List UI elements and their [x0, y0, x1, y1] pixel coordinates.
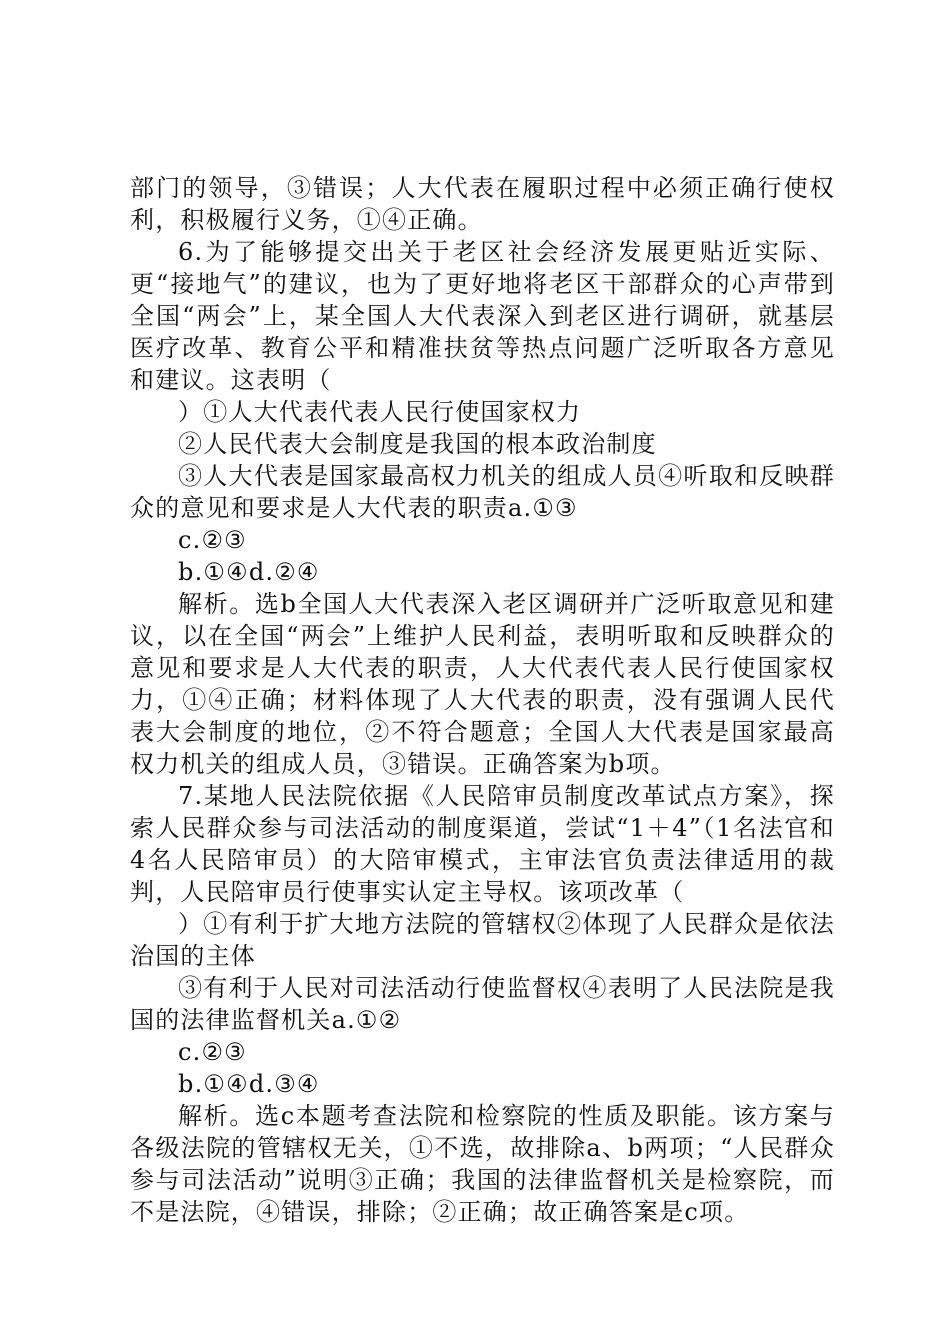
question-6-option-1: ）①人大代表代表人民行使国家权力	[178, 398, 582, 426]
document-body	[130, 172, 835, 1228]
question-7-option-1-2: ）①有利于扩大地方法院的管辖权②体现了人民群众是依法治国的主体	[130, 910, 835, 970]
question-7-choice-b-d: b.①④d.③④	[178, 1070, 320, 1098]
question-7-analysis: 解析。选c本题考查法院和检察院的性质及职能。该方案与各级法院的管辖权无关，①不选，故排除a、b两项；“人民群众参与司法活动”说明③正确；我国的法律监督机关是检察院，而不是法院，④错误，排除；②正确；故正确答案是c项。	[130, 1102, 835, 1226]
question-7-choice-c: c.②③	[178, 1038, 247, 1066]
question-7-stem: 7.某地人民法院依据《人民陪审员制度改革试点方案》，探索人民群众参与司法活动的制度渠道，尝试“1＋4”（1名法官和4名人民陪审员）的大陪审模式，主审法官负责法律适用的裁判，人民陪审员行使事实认定主导权。该项改革（	[130, 782, 835, 906]
question-6-stem: 6.为了能够提交出关于老区社会经济发展更贴近实际、更“接地气”的建议，也为了更好地将老区干部群众的心声带到全国“两会”上，某全国人大代表深入到老区进行调研，就基层医疗改革、教育公平和精准扶贫等热点问题广泛听取各方意见和建议。这表明（	[130, 238, 835, 394]
paragraph-answer-continuation: 部门的领导，③错误；人大代表在履职过程中必须正确行使权利，积极履行义务，①④正确。	[130, 174, 835, 234]
question-6-analysis: 解析。选b全国人大代表深入老区调研并广泛听取意见和建议，以在全国“两会”上维护人民利益，表明听取和反映群众的意见和要求是人大代表的职责，人大代表代表人民行使国家权力，①④正确；材料体现了人大代表的职责，没有强调人民代表大会制度的地位，②不符合题意；全国人大代表是国家最高权力机关的组成人员，③错误。正确答案为b项。	[130, 590, 835, 778]
question-6-choice-c: c.②③	[178, 526, 247, 554]
question-7-option-3-4: ③有利于人民对司法活动行使监督权④表明了人民法院是我国的法律监督机关a.①②	[130, 974, 835, 1034]
question-6-option-3-4: ③人大代表是国家最高权力机关的组成人员④听取和反映群众的意见和要求是人大代表的职责a.①③	[130, 462, 835, 522]
question-6-choice-b-d: b.①④d.②④	[178, 558, 320, 586]
question-6-option-2: ②人民代表大会制度是我国的根本政治制度	[178, 430, 657, 458]
